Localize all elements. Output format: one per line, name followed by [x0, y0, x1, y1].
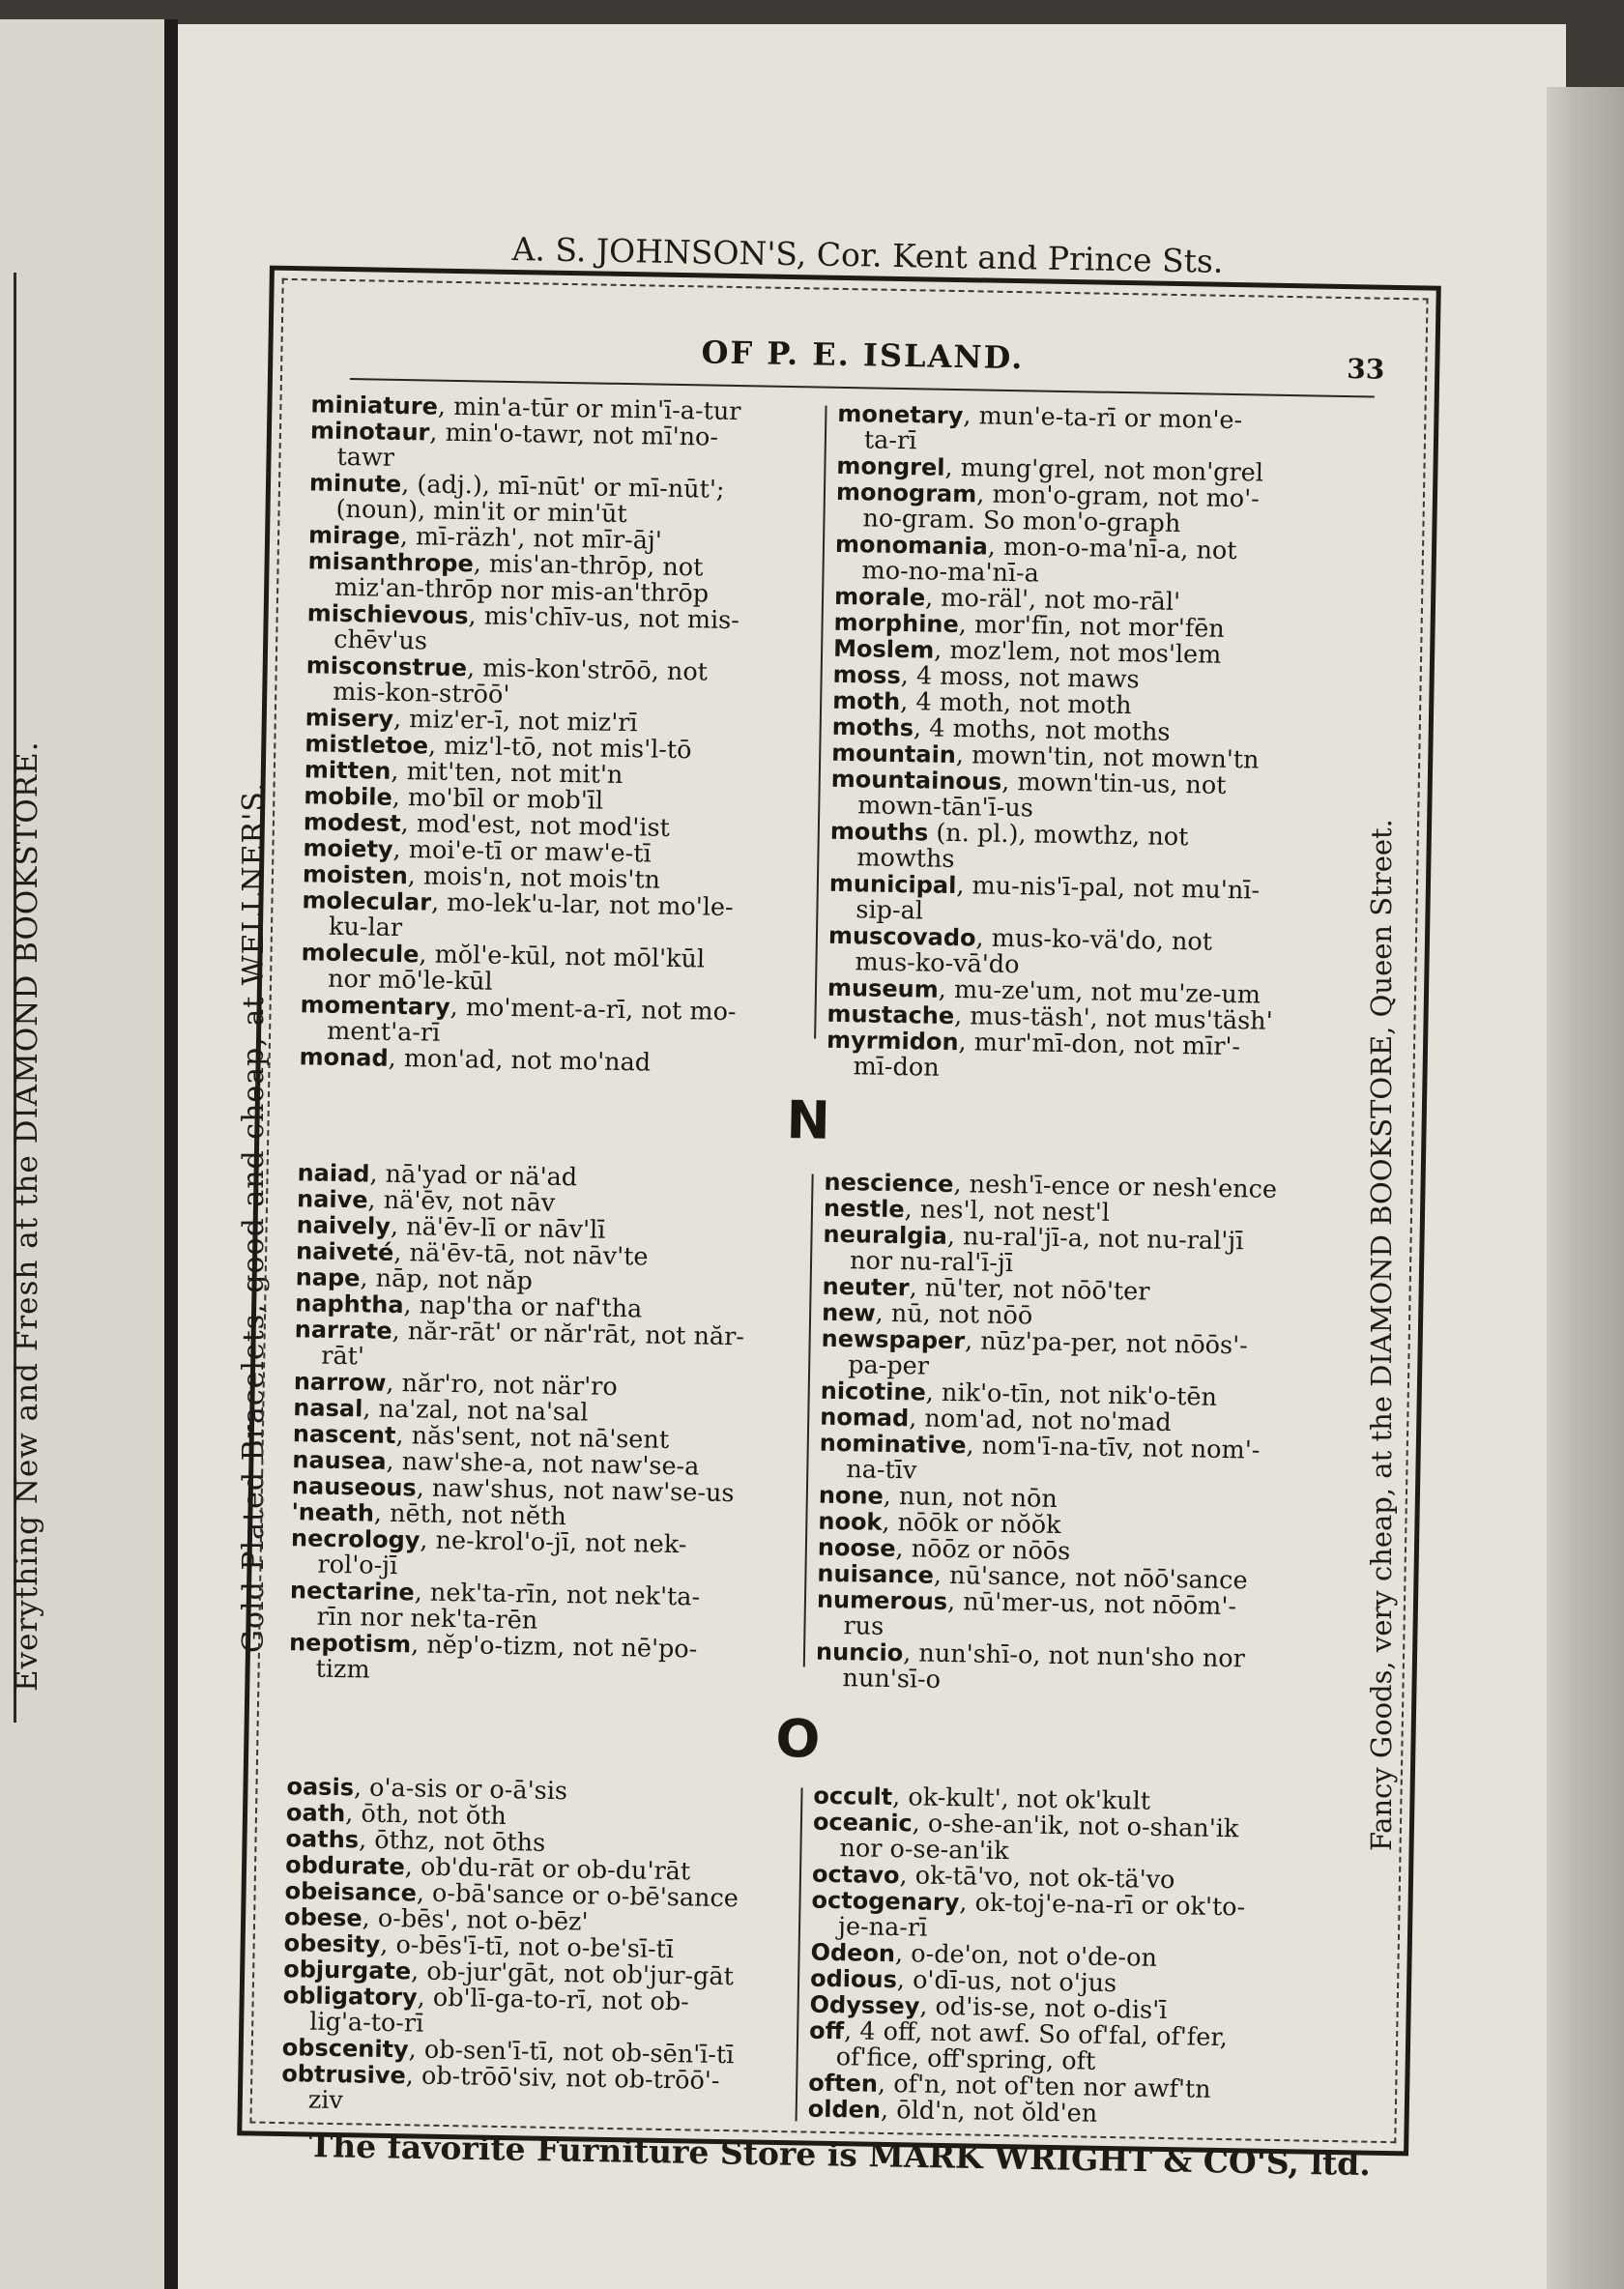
entry-headword: narrow	[293, 1368, 387, 1397]
book-gutter	[164, 19, 178, 2289]
entry-pronunciation: , ok-tā'vo, not ok-tä'vo	[899, 1861, 1175, 1896]
entry-pronunciation: , mus-täsh', not mus'täsh'	[953, 1001, 1273, 1036]
entry-pronunciation: , nun'shī-o, not nun'sho nor	[902, 1638, 1246, 1674]
entry-continuation: je-na-rī	[837, 1912, 928, 1943]
column-n-right	[815, 1170, 1350, 1700]
entry-headword: modest	[303, 808, 401, 838]
entry-continuation: na-tīv	[846, 1455, 917, 1486]
entry-pronunciation: , o-bā'sance or o-bē'sance	[416, 1878, 740, 1914]
entry-continuation: rīn nor nek'ta-rēn	[316, 1602, 538, 1636]
page-frame	[237, 266, 1441, 2157]
entry-continuation: rol'o-jī	[317, 1550, 398, 1581]
entry-headword: nausea	[292, 1446, 387, 1475]
entry-headword: nuisance	[817, 1559, 935, 1589]
entry-headword: Moslem	[832, 634, 935, 664]
entry-headword: mongrel	[836, 451, 945, 481]
entry-headword: momentary	[300, 991, 450, 1021]
entry-continuation: chēv'us	[333, 624, 428, 656]
entry-continuation: no-gram. So mon'o-graph	[862, 504, 1181, 539]
entry-headword: neuter	[822, 1272, 910, 1302]
dictionary-entry	[281, 2061, 785, 2122]
entry-continuation: tawr	[336, 442, 395, 473]
entry-headword: nicotine	[820, 1376, 927, 1406]
entry-pronunciation: , mis'chīv-us, not mis-	[468, 601, 740, 636]
entry-pronunciation: , nēth, not nĕth	[373, 1498, 567, 1532]
entry-pronunciation: , mŏl'e-kūl, not mōl'kūl	[419, 940, 706, 974]
entry-headword: nomad	[820, 1403, 910, 1433]
entry-pronunciation: , nūz'pa-per, not nōōs'-	[964, 1326, 1249, 1361]
entry-headword: nescience	[824, 1168, 954, 1199]
entry-pronunciation: , năr-rāt' or năr'rāt, not năr-	[392, 1316, 745, 1352]
entry-pronunciation: , moi'e-tī or maw'e-tī	[392, 834, 652, 869]
entry-headword: odious	[809, 1964, 898, 1994]
entry-continuation: nor nu-ral'ī-jī	[849, 1246, 1014, 1279]
entry-continuation: tizm	[315, 1654, 370, 1685]
entry-headword: misconstrue	[305, 652, 468, 682]
entry-pronunciation: , mown'tin, not mown'tn	[955, 740, 1260, 775]
entry-pronunciation: , mit'ten, not mit'n	[391, 756, 624, 791]
entry-headword: obeisance	[284, 1877, 418, 1907]
entry-pronunciation: , mur'mī-don, not mīr'-	[958, 1028, 1241, 1062]
entry-pronunciation: , mo'bīl or mob'īl	[392, 782, 604, 816]
entry-pronunciation: , ōth, not ŏth	[345, 1799, 508, 1832]
entry-headword: monetary	[837, 399, 964, 430]
entry-headword: mischievous	[306, 599, 469, 630]
entry-headword: morale	[833, 582, 926, 612]
entry-headword: narrate	[294, 1316, 392, 1345]
left-margin-ad: Everything New and Fresh at the DIAMOND BOOKSTORE.	[10, 740, 44, 1692]
entry-pronunciation: , mun'e-ta-rī or mon'e-	[963, 401, 1243, 436]
column-m-right	[826, 401, 1364, 1088]
entry-pronunciation: , mo-lek'u-lar, not mo'le-	[430, 887, 734, 923]
entry-headword: nepotism	[288, 1629, 412, 1659]
entry-pronunciation: , ok-kult', not ok'kult	[891, 1782, 1151, 1816]
entry-pronunciation: , nä'ēv, not nāv	[367, 1185, 556, 1218]
entry-continuation: mo-no-ma'nī-a	[861, 556, 1040, 589]
entry-headword: monad	[299, 1043, 389, 1072]
entry-pronunciation: , nū, not nōō	[875, 1298, 1033, 1331]
entry-continuation: miz'an-thrōp nor mis-an'thrōp	[334, 572, 710, 609]
entry-continuation: sip-al	[856, 895, 924, 926]
entry-headword: monomania	[834, 530, 989, 561]
entry-continuation: nor mō'le-kūl	[327, 964, 493, 997]
entry-pronunciation: , od'is-se, not o-dis'ī	[919, 1991, 1168, 2026]
entry-continuation: mis-kon-strōō'	[333, 677, 510, 710]
entry-headword: mirage	[307, 521, 401, 550]
right-side-ad: Fancy Goods, very cheap, at the DIAMOND BOOKSTORE, Queen Street.	[1365, 819, 1398, 1851]
entry-headword: obdurate	[284, 1851, 406, 1881]
entry-continuation: of'fice, off'spring, oft	[835, 2043, 1096, 2076]
entry-pronunciation: , ob-jur'gāt, not ob'jur-gāt	[410, 1956, 735, 1992]
entry-pronunciation: , nōōk or nŏŏk	[882, 1507, 1061, 1541]
section-letter-n: N	[786, 1089, 831, 1151]
entry-headword: naiveté	[295, 1237, 394, 1266]
entry-continuation: rāt'	[321, 1341, 365, 1372]
entry-pronunciation: , nek'ta-rīn, not nek'ta-	[414, 1578, 701, 1612]
entry-pronunciation: , nōōz or nōōs	[895, 1534, 1071, 1567]
entry-pronunciation: , nes'l, not nest'l	[904, 1195, 1111, 1228]
entry-headword: obtrusive	[281, 2060, 407, 2090]
entry-pronunciation: , 4 moths, not moths	[913, 713, 1171, 747]
entry-pronunciation: , nä'ēv-lī or nāv'lī	[390, 1211, 606, 1245]
entry-continuation: ziv	[307, 2085, 344, 2116]
entry-pronunciation: , mung'grel, not mon'grel	[944, 452, 1264, 488]
entry-pronunciation: , nä'ēv-tā, not nāv'te	[393, 1237, 649, 1272]
entry-pronunciation: , ōld'n, not ŏld'en	[880, 2095, 1098, 2129]
entry-headword: miniature	[310, 391, 439, 420]
entry-pronunciation: , mown'tin-us, not	[1001, 767, 1227, 800]
entry-headword: nuncio	[815, 1637, 904, 1667]
entry-pronunciation: , o-she-an'ik, not o-shan'ik	[912, 1809, 1239, 1844]
entry-pronunciation: , nāp, not năp	[360, 1263, 534, 1296]
entry-headword: museum	[826, 973, 940, 1003]
entry-pronunciation: , 4 moth, not moth	[899, 687, 1132, 721]
bottom-ad: The favorite Furniture Store is MARK WRIGHT & CO'S, ltd.	[308, 2127, 1372, 2184]
entry-continuation: nor o-se-an'ik	[839, 1834, 1009, 1867]
entry-headword: occult	[813, 1782, 893, 1811]
entry-pronunciation: , miz'er-ī, not miz'rī	[392, 704, 638, 739]
section-letter-o: O	[774, 1707, 821, 1770]
entry-headword: obligatory	[282, 1982, 418, 2012]
entry-headword: naive	[296, 1185, 368, 1214]
entry-headword: mustache	[826, 1000, 955, 1030]
entry-pronunciation: , nun, not nōn	[883, 1481, 1058, 1514]
entry-headword: oasis	[286, 1773, 355, 1802]
entry-headword: nasal	[293, 1394, 363, 1423]
entry-headword: Odyssey	[809, 1990, 920, 2020]
entry-pronunciation: , nik'o-tīn, not nik'o-tēn	[925, 1377, 1218, 1412]
entry-headword: minotaur	[309, 417, 430, 447]
entry-continuation: mowths	[856, 843, 955, 875]
entry-headword: newspaper	[821, 1324, 966, 1355]
entry-pronunciation: , ne-krol'o-jī, not nek-	[420, 1525, 687, 1560]
entry-pronunciation: , mu-ze'um, not mu'ze-um	[938, 974, 1262, 1010]
page-title: OF P. E. ISLAND.	[701, 333, 1025, 377]
entry-headword: nauseous	[291, 1472, 417, 1502]
entry-pronunciation: , nĕp'o-tizm, not nē'po-	[410, 1630, 698, 1665]
entry-headword: oceanic	[812, 1808, 913, 1838]
page-number: 33	[1347, 353, 1385, 386]
entry-headword: moisten	[302, 860, 409, 890]
entry-pronunciation: , ob'lī-ga-to-rī, not ob-	[417, 1983, 690, 2017]
entry-headword: off	[808, 2016, 845, 2045]
entry-headword: Odeon	[810, 1938, 896, 1968]
entry-headword: oaths	[285, 1825, 360, 1854]
entry-headword: molecular	[302, 886, 432, 916]
entry-pronunciation: , mo'ment-a-rī, not mo-	[450, 992, 737, 1028]
entry-headword: mobile	[304, 782, 393, 811]
entry-continuation: pa-per	[847, 1350, 930, 1381]
entry-pronunciation: , miz'l-tō, not mis'l-tō	[427, 731, 692, 766]
dictionary-entry	[815, 1639, 1343, 1701]
entry-pronunciation: , (adj.), mī-nūt' or mī-nūt';	[400, 469, 725, 505]
entry-pronunciation: , naw'shus, not naw'se-us	[416, 1473, 735, 1509]
entry-headword: octavo	[811, 1860, 900, 1890]
entry-headword: obscenity	[281, 2034, 409, 2064]
entry-pronunciation: , mor'fīn, not mor'fēn	[958, 610, 1225, 644]
entry-headword: naiad	[297, 1159, 370, 1188]
entry-headword: monogram	[835, 478, 977, 508]
entry-pronunciation: (n. pl.), mowthz, not	[928, 818, 1189, 853]
entry-continuation: mī-don	[853, 1052, 940, 1083]
entry-headword: nestle	[823, 1194, 905, 1224]
column-o-right	[808, 1783, 1341, 2131]
entry-headword: mountainous	[830, 765, 1002, 796]
entry-headword: numerous	[816, 1585, 948, 1616]
entry-continuation: mown-tān'ī-us	[857, 791, 1034, 824]
entry-continuation: (noun), min'it or min'ūt	[335, 494, 627, 530]
entry-continuation: ta-rī	[863, 425, 917, 456]
entry-headword: minute	[308, 469, 402, 498]
entry-headword: nascent	[292, 1420, 396, 1450]
entry-pronunciation: , mis'an-thrōp, not	[473, 549, 704, 583]
entry-headword: 'neath	[291, 1498, 375, 1527]
entry-headword: muscovado	[827, 921, 976, 952]
entry-pronunciation: , nom'ī-na-tīv, not nom'-	[966, 1431, 1261, 1465]
entry-pronunciation: , of'n, not of'ten nor awf'tn	[877, 2069, 1211, 2104]
entry-pronunciation: , 4 moss, not maws	[900, 661, 1140, 695]
entry-pronunciation: , năs'sent, not nā'sent	[395, 1421, 670, 1455]
dictionary-entry	[826, 1028, 1353, 1089]
entry-pronunciation: , ōthz, not ōths	[358, 1825, 546, 1858]
entry-pronunciation: , nū'mer-us, not nōōm'-	[946, 1587, 1237, 1622]
dictionary-entry	[288, 1630, 792, 1691]
entry-headword: misanthrope	[307, 547, 475, 578]
entry-headword: obese	[283, 1903, 362, 1932]
entry-continuation: ku-lar	[328, 912, 403, 943]
entry-pronunciation: , mī-räzh', not mīr-āj'	[399, 521, 663, 556]
entry-pronunciation: , naw'she-a, not naw'se-a	[386, 1446, 700, 1482]
entry-headword: misery	[304, 704, 394, 733]
entry-headword: municipal	[828, 869, 957, 900]
entry-headword: nook	[818, 1507, 883, 1536]
entry-pronunciation: , o-bēs', not o-bēz'	[362, 1903, 589, 1937]
entry-pronunciation: , na'zal, not na'sal	[362, 1394, 589, 1428]
entry-pronunciation: , mu-nis'ī-pal, not mu'nī-	[956, 871, 1261, 906]
entry-continuation: ment'a-rī	[326, 1016, 441, 1048]
entry-continuation: nun'sī-o	[842, 1664, 942, 1695]
entry-headword: naively	[296, 1211, 392, 1240]
entry-pronunciation: , ok-toj'e-na-rī or ok'to-	[959, 1888, 1246, 1923]
entry-pronunciation: , o'dī-us, not o'jus	[896, 1965, 1117, 1999]
entry-pronunciation: , min'a-tūr or min'ī-a-tur	[437, 391, 741, 427]
entry-continuation: lig'a-to-rī	[309, 2007, 424, 2039]
entry-pronunciation: , o'a-sis or o-ā'sis	[353, 1773, 568, 1807]
entry-headword: olden	[807, 2095, 882, 2124]
entry-pronunciation: , mis-kon'strōō, not	[466, 653, 709, 687]
entry-headword: mistletoe	[304, 730, 429, 760]
entry-pronunciation: , mon'o-gram, not mo'-	[975, 479, 1261, 514]
entry-headword: none	[818, 1481, 884, 1510]
entry-headword: molecule	[301, 939, 420, 969]
entry-headword: mitten	[304, 756, 392, 785]
entry-headword: nectarine	[289, 1577, 415, 1607]
entry-pronunciation: , 4 off, not awf. So of'fal, of'fer,	[843, 2016, 1229, 2053]
entry-pronunciation: , mois'n, not mois'tn	[407, 861, 661, 895]
entry-headword: objurgate	[282, 1956, 412, 1985]
column-o-left	[281, 1774, 790, 2122]
entry-pronunciation: , ob-sen'ī-tī, not ob-sēn'ī-tī	[408, 2035, 735, 2071]
entry-pronunciation: , nū'ter, not nōō'ter	[909, 1273, 1150, 1307]
entry-pronunciation: , moz'lem, not mos'lem	[934, 635, 1222, 670]
entry-pronunciation: , năr'ro, not när'ro	[386, 1368, 618, 1403]
entry-headword: moiety	[303, 834, 393, 863]
left-side-ad: Gold Plated Bracelets, good and cheap, at WELLNER'S.	[237, 781, 271, 1653]
entry-pronunciation: , nom'ad, not no'mad	[908, 1404, 1172, 1438]
entry-pronunciation: , min'o-tawr, not mī'no-	[429, 418, 719, 452]
entry-headword: noose	[817, 1533, 896, 1563]
entry-headword: mountain	[831, 739, 957, 769]
left-page	[0, 19, 169, 2289]
entry-headword: moths	[831, 712, 914, 742]
entry-pronunciation: , mod'est, not mod'ist	[400, 809, 671, 843]
entry-pronunciation: , nū'sance, not nōō'sance	[933, 1560, 1248, 1596]
entry-headword: octogenary	[811, 1886, 960, 1917]
entry-headword: morphine	[833, 608, 960, 639]
entry-headword: necrology	[290, 1524, 420, 1554]
entry-headword: mouths	[829, 817, 929, 847]
entry-headword: nominative	[819, 1429, 967, 1460]
column-m-left	[299, 391, 813, 1079]
entry-headword: naphtha	[294, 1289, 404, 1319]
entry-pronunciation: , o-bēs'ī-tī, not o-be'sī-tī	[379, 1929, 675, 1965]
entry-headword: moss	[832, 660, 901, 690]
entry-headword: neuralgia	[823, 1220, 948, 1250]
entry-headword: myrmidon	[826, 1026, 959, 1057]
top-ad: A. S. JOHNSON'S, Cor. Kent and Prince Sts.	[511, 230, 1224, 280]
entry-pronunciation: , nā'yad or nä'ad	[369, 1159, 578, 1193]
entry-pronunciation: , mo-räl', not mo-rāl'	[924, 583, 1181, 618]
page-edge	[1547, 87, 1624, 2289]
column-n-left	[288, 1160, 799, 1691]
entry-pronunciation: , mus-ko-vä'do, not	[975, 923, 1213, 957]
entry-pronunciation: , nap'tha or naf'tha	[403, 1290, 643, 1324]
entry-headword: nape	[295, 1263, 361, 1292]
entry-pronunciation: , mon'ad, not mo'nad	[388, 1043, 652, 1078]
entry-pronunciation: , o-de'on, not o'de-on	[894, 1939, 1158, 1973]
entry-headword: oath	[285, 1799, 346, 1828]
entry-pronunciation: , nu-ral'jī-a, not nu-ral'jī	[946, 1221, 1244, 1257]
entry-headword: new	[821, 1298, 876, 1327]
entry-pronunciation: , ob-trōō'siv, not ob-trōō'-	[405, 2061, 720, 2096]
entry-headword: moth	[831, 686, 901, 716]
entry-continuation: rus	[843, 1611, 884, 1641]
entry-headword: obesity	[283, 1929, 381, 1958]
entry-pronunciation: , ob'du-rāt or ob-du'rāt	[404, 1852, 691, 1887]
entry-continuation: mus-ko-vā'do	[855, 947, 1020, 980]
entry-pronunciation: , mon-o-ma'nī-a, not	[987, 532, 1237, 566]
entry-pronunciation: , nesh'ī-ence or nesh'ence	[953, 1170, 1278, 1204]
entry-headword: often	[808, 2069, 879, 2098]
